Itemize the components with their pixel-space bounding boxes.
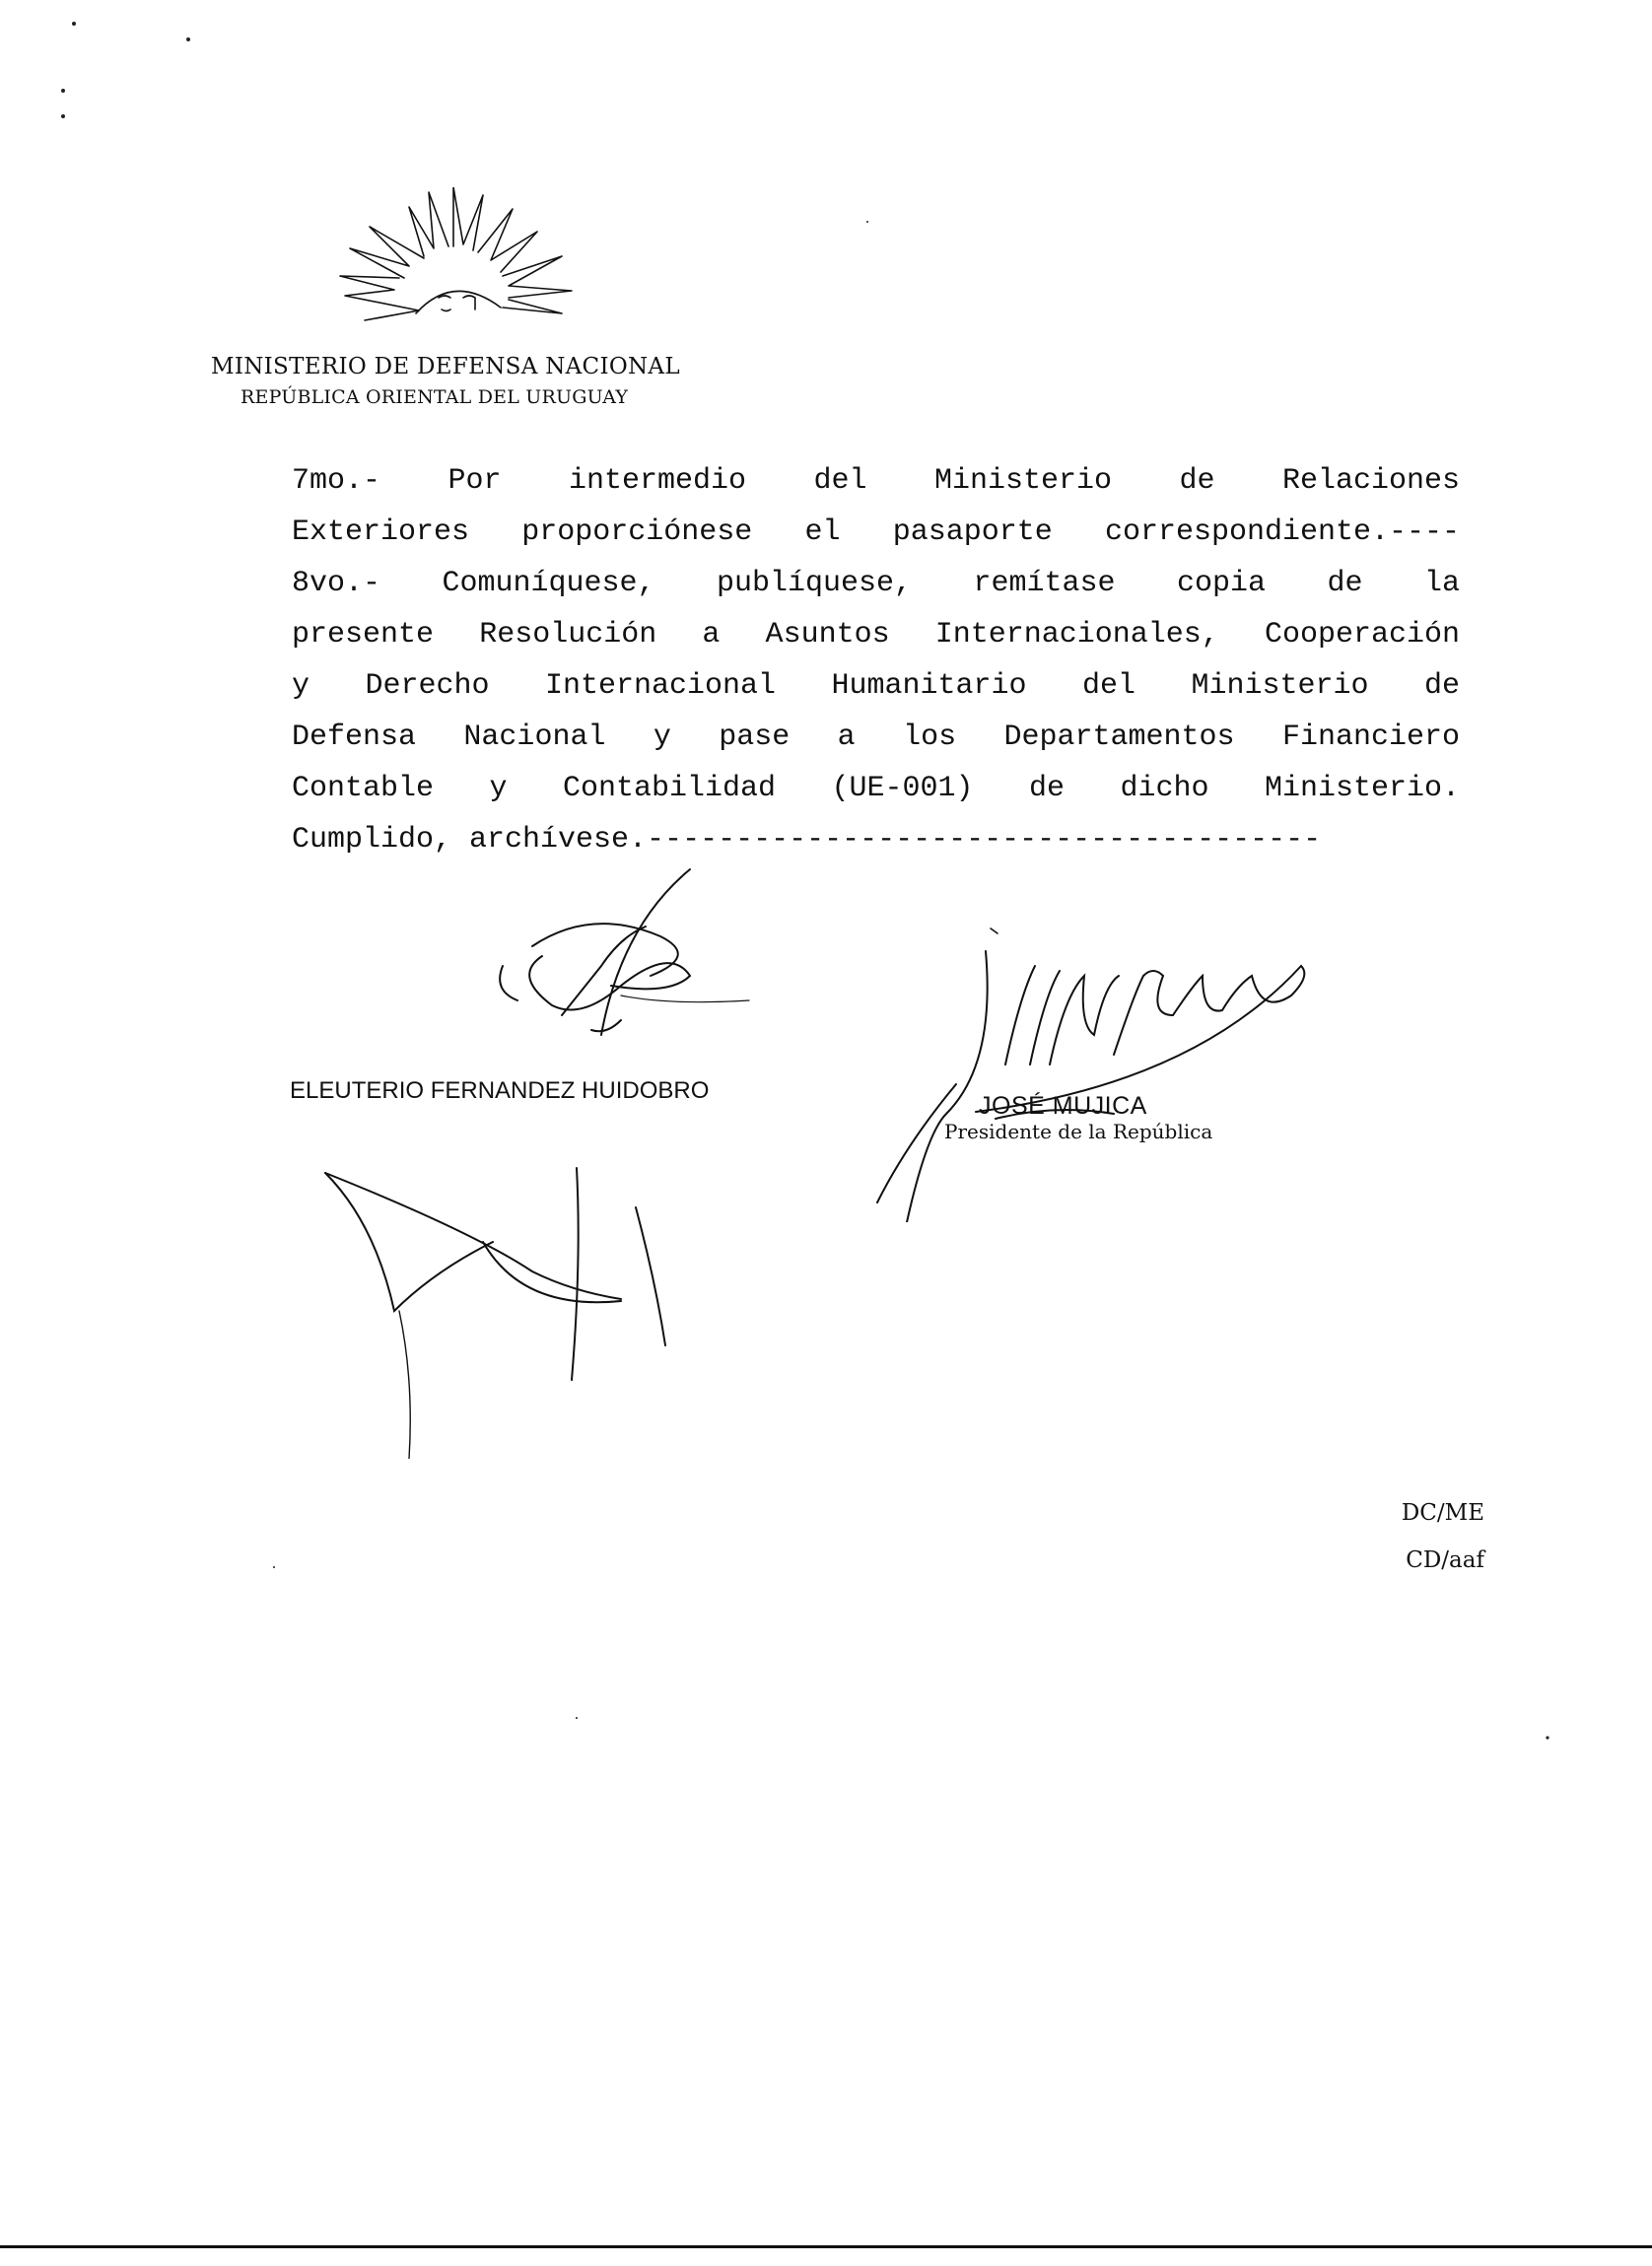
body-line: Exteriores proporciónese el pasaporte correspondiente.---- (292, 515, 1460, 549)
body-line: Contable y Contabilidad (UE-001) de dicho Ministerio. (292, 772, 1460, 805)
resolution-text (292, 455, 1460, 865)
body-line: Defensa Nacional y pase a los Departamentos Financiero (292, 721, 1460, 754)
president-title: Presidente de la República (944, 1120, 1213, 1143)
body-line: presente Resolución a Asuntos Internacionales, Cooperación (292, 618, 1460, 652)
sun-of-may-emblem-icon (325, 187, 582, 335)
initials-signature-icon (315, 1163, 680, 1459)
president-name: JOSÉ MUJICA (979, 1092, 1147, 1120)
body-line: 7mo.- Por intermedio del Ministerio de Relaciones (292, 464, 1460, 498)
body-line: y Derecho Internacional Humanitario del Ministerio de (292, 669, 1460, 703)
reference-code: DC/ME (1401, 1500, 1484, 1526)
bottom-rule (0, 2245, 1652, 2248)
republic-name: REPÚBLICA ORIENTAL DEL URUGUAY (241, 386, 629, 408)
president-signature-icon (848, 907, 1321, 1222)
reference-code: CD/aaf (1406, 1547, 1484, 1573)
minister-signature-icon (473, 867, 769, 1045)
ministry-name: MINISTERIO DE DEFENSA NACIONAL (211, 354, 680, 379)
body-line: 8vo.- Comuníquese, publíquese, remítase copia de la (292, 567, 1460, 600)
body-line: Cumplido, archívese.-------------------------------------- (292, 823, 1322, 857)
minister-name: ELEUTERIO FERNANDEZ HUIDOBRO (290, 1077, 710, 1104)
